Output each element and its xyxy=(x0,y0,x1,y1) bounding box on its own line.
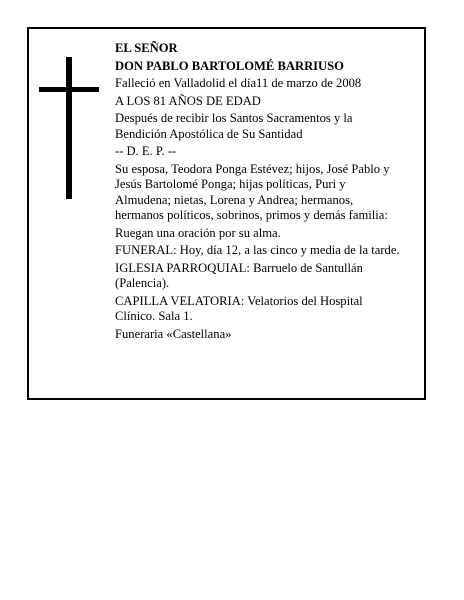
death-line: Falleció en Valladolid el día11 de marzo de 2008 xyxy=(115,76,362,90)
family-line-4: hermanos políticos, sobrinos, primos y demás familia: xyxy=(115,208,388,222)
church-paragraph xyxy=(115,261,425,292)
family-paragraph xyxy=(115,162,425,224)
funeral-home-line: Funeraria «Castellana» xyxy=(115,326,232,341)
deceased-name: DON PABLO BARTOLOMÉ BARRIUSO xyxy=(115,58,344,73)
sacraments-paragraph xyxy=(115,111,425,142)
chapel-line-2: Clínico. Sala 1. xyxy=(115,309,193,323)
sacraments-line-2: Bendición Apostólica de Su Santidad xyxy=(115,126,303,141)
family-line-1: Su esposa, Teodora Ponga Estévez; hijos, José Pablo y xyxy=(115,161,390,176)
notice-title: EL SEÑOR xyxy=(115,41,178,55)
cross-horizontal-bar xyxy=(39,87,99,92)
cross-icon xyxy=(39,57,99,199)
age-line: A LOS 81 AÑOS DE EDAD xyxy=(115,93,261,108)
family-line-2: Jesús Bartolomé Ponga; hijas políticas, Puri y xyxy=(115,177,346,191)
church-line-1: IGLESIA PARROQUIAL: Barruelo de Santullán xyxy=(115,260,363,275)
prayer-line: Ruegan una oración por su alma. xyxy=(115,225,281,240)
family-line-3: Almudena; nietas, Lorena y Andrea; hermanos, xyxy=(115,192,354,207)
cross-vertical-bar xyxy=(66,57,72,199)
dep-line: -- D. E. P. -- xyxy=(115,144,177,158)
chapel-line-1: CAPILLA VELATORIA: Velatorios del Hospital xyxy=(115,293,363,308)
chapel-paragraph xyxy=(115,294,425,325)
church-line-2: (Palencia). xyxy=(115,276,170,290)
obituary-notice xyxy=(27,27,426,400)
funeral-line: FUNERAL: Hoy, día 12, a las cinco y media de la tarde. xyxy=(115,243,400,257)
sacraments-line-1: Después de recibir los Santos Sacramentos y la xyxy=(115,111,353,125)
notice-text xyxy=(115,41,425,344)
